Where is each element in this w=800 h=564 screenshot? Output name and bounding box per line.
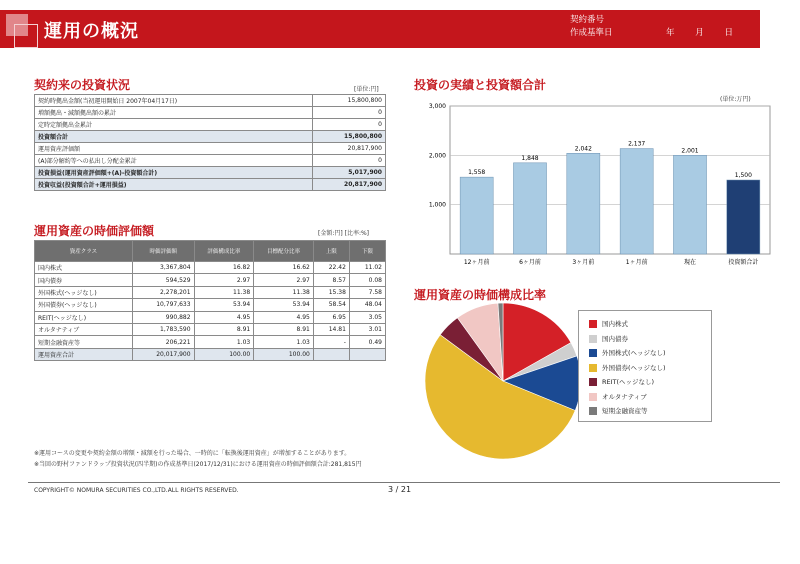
- legend-item: [589, 392, 647, 401]
- investment-row-value: 5,017,900: [313, 167, 386, 179]
- valuation-cell: 53.94: [254, 299, 314, 311]
- valuation-cell: 1.03: [254, 336, 314, 348]
- investment-section-title: 契約来の投資状況: [34, 78, 131, 92]
- bar-plot-area: [450, 106, 770, 254]
- legend-swatch: [589, 364, 597, 372]
- contract-number-label: 契約番号: [570, 15, 605, 25]
- valuation-header-cell: 目標配分比率: [254, 241, 314, 262]
- bar-value-label: 2,042: [574, 145, 592, 153]
- bar-category-label: 投資額合計: [728, 259, 759, 266]
- investment-row: [35, 107, 386, 119]
- investment-row: [35, 119, 386, 131]
- date-fields: [666, 27, 751, 40]
- valuation-cell: 15.38: [313, 286, 349, 298]
- valuation-cell: 4.95: [194, 311, 254, 323]
- pie-chart: [418, 296, 588, 466]
- valuation-row: [35, 311, 386, 323]
- investment-row: [35, 167, 386, 179]
- creation-date-label: 作成基準日: [570, 28, 613, 38]
- valuation-cell: 594,529: [132, 274, 194, 286]
- footnote-1: ※運用コースの変更や契約金額の増額・減額を行った場合、一時的に「転換後運用資産」が増加することがあります。: [34, 450, 351, 457]
- valuation-cell: 短期金融資産等: [35, 336, 133, 348]
- legend-label: オルタナティブ: [602, 392, 647, 401]
- bar-ytick-label: 2,000: [428, 152, 446, 160]
- valuation-cell: 2.97: [194, 274, 254, 286]
- valuation-cell: 16.62: [254, 262, 314, 274]
- valuation-cell: 3.05: [349, 311, 385, 323]
- valuation-cell: 100.00: [194, 348, 254, 360]
- valuation-cell: 1.03: [194, 336, 254, 348]
- bar-category-label: 現在: [683, 259, 697, 266]
- legend-label: 国内株式: [602, 320, 628, 328]
- bar-ytick-label: 3,000: [428, 103, 446, 110]
- legend-swatch: [589, 320, 597, 328]
- bar-value-label: 1,558: [468, 169, 486, 177]
- legend-swatch: [589, 349, 597, 357]
- investment-table: [34, 94, 386, 191]
- valuation-cell: [349, 348, 385, 360]
- investment-row-value: 0: [313, 107, 386, 119]
- valuation-table: [34, 240, 386, 361]
- investment-row-label: (A)部分解約等への払出し分配金累計: [35, 155, 313, 167]
- investment-unit: [単位:円]: [354, 86, 379, 93]
- legend-item: [589, 406, 648, 415]
- valuation-section-title: 運用資産の時価評価額: [34, 224, 155, 238]
- footnote-2: ※当回の野村ファンドラップ投資状況(四半期)の作成基準日(2017/12/31)における運用資産の時価評価額合計:281,815円: [34, 461, 362, 468]
- valuation-cell: 20,017,900: [132, 348, 194, 360]
- valuation-cell: 16.82: [194, 262, 254, 274]
- valuation-header-cell: 下限: [349, 241, 385, 262]
- valuation-cell: 100.00: [254, 348, 314, 360]
- year-label: 年: [666, 28, 675, 38]
- valuation-row: [35, 323, 386, 335]
- bar-value-label: 1,848: [521, 154, 539, 162]
- investment-row-value: 20,817,900: [313, 179, 386, 191]
- bar-mark: [460, 177, 493, 254]
- valuation-cell: 外国株式(ヘッジなし): [35, 286, 133, 298]
- valuation-cell: REIT(ヘッジなし): [35, 311, 133, 323]
- legend-item: [589, 319, 628, 328]
- bar-chart: [410, 100, 780, 280]
- valuation-cell: 1,783,590: [132, 323, 194, 335]
- bar-value-label: 1,500: [734, 172, 752, 179]
- bar-mark: [673, 155, 706, 254]
- page-title: 運用の概況: [44, 21, 139, 42]
- bar-mark: [727, 180, 760, 254]
- investment-row-value: 15,800,800: [313, 95, 386, 107]
- bar-category-label: 3ヶ月前: [572, 259, 595, 266]
- valuation-cell: 8.57: [313, 274, 349, 286]
- legend-swatch: [589, 378, 597, 386]
- valuation-cell: 2,278,201: [132, 286, 194, 298]
- valuation-cell: 206,221: [132, 336, 194, 348]
- valuation-header-cell: 評価構成比率: [194, 241, 254, 262]
- valuation-cell: 運用資産合計: [35, 348, 133, 360]
- copyright: COPYRIGHT© NOMURA SECURITIES CO.,LTD.ALL RIGHTS RESERVED.: [34, 487, 239, 494]
- valuation-cell: 11.38: [254, 286, 314, 298]
- valuation-cell: 0.08: [349, 274, 385, 286]
- valuation-cell: 11.38: [194, 286, 254, 298]
- valuation-unit: [金額:円] [比率:%]: [318, 230, 370, 237]
- valuation-row: [35, 286, 386, 298]
- investment-row-value: 0: [313, 155, 386, 167]
- pie-section-title: 運用資産の時価構成比率: [414, 288, 547, 302]
- investment-row: [35, 179, 386, 191]
- legend-swatch: [589, 335, 597, 343]
- valuation-row: [35, 299, 386, 311]
- valuation-cell: 8.91: [194, 323, 254, 335]
- footer-rule: [28, 482, 780, 483]
- valuation-cell: 990,882: [132, 311, 194, 323]
- legend-swatch: [589, 393, 597, 401]
- bar-value-label: 2,137: [628, 140, 646, 148]
- valuation-header-cell: 上限: [313, 241, 349, 262]
- valuation-cell: 国内株式: [35, 262, 133, 274]
- legend-label: 外国債券(ヘッジなし): [602, 363, 666, 372]
- valuation-cell: -: [313, 336, 349, 348]
- header-meta: [570, 14, 733, 40]
- bar-mark: [620, 149, 653, 254]
- valuation-cell: 14.81: [313, 323, 349, 335]
- legend-label: 外国株式(ヘッジなし): [602, 349, 666, 357]
- legend-item: [589, 334, 628, 343]
- valuation-cell: 8.91: [254, 323, 314, 335]
- bar-mark: [567, 153, 600, 254]
- valuation-cell: 2.97: [254, 274, 314, 286]
- investment-row-label: 投資額合計: [35, 131, 313, 143]
- valuation-cell: 6.95: [313, 311, 349, 323]
- investment-row: [35, 131, 386, 143]
- investment-row-label: 投資損益(運用資産評価額+(A)-投資額合計): [35, 167, 313, 179]
- investment-row-label: 増額拠出・減額拠出額の累計: [35, 107, 313, 119]
- valuation-cell: 11.02: [349, 262, 385, 274]
- valuation-cell: 22.42: [313, 262, 349, 274]
- valuation-cell: 53.94: [194, 299, 254, 311]
- valuation-cell: 外国債券(ヘッジなし): [35, 299, 133, 311]
- investment-row-label: 契約時拠出金額(当初運用開始日 2007年04月17日): [35, 95, 313, 107]
- pie-legend: [578, 310, 712, 422]
- valuation-cell: 10,797,633: [132, 299, 194, 311]
- investment-row: [35, 155, 386, 167]
- valuation-cell: オルタナティブ: [35, 323, 133, 335]
- valuation-row: [35, 336, 386, 348]
- bar-mark: [513, 163, 546, 254]
- legend-label: 短期金融資産等: [602, 407, 648, 415]
- valuation-row: [35, 348, 386, 360]
- legend-label: 国内債券: [602, 334, 628, 343]
- investment-row: [35, 95, 386, 107]
- valuation-row: [35, 262, 386, 274]
- valuation-header-cell: 時価評価額: [132, 241, 194, 262]
- valuation-cell: 7.58: [349, 286, 385, 298]
- valuation-cell: 3,367,804: [132, 262, 194, 274]
- valuation-row: [35, 274, 386, 286]
- bar-section-title: 投資の実績と投資額合計: [414, 78, 547, 92]
- bar-ytick-label: 1,000: [428, 201, 446, 209]
- month-label: 月: [695, 28, 704, 38]
- bar-category-label: 6ヶ月前: [519, 259, 541, 266]
- bar-unit: (単位:万円): [720, 96, 751, 103]
- valuation-cell: 3.01: [349, 323, 385, 335]
- header-decoration-outline: [14, 24, 38, 48]
- bar-value-label: 2,001: [681, 147, 699, 155]
- valuation-cell: 0.49: [349, 336, 385, 348]
- investment-row-label: 定時定額拠出金累計: [35, 119, 313, 131]
- investment-row-value: 0: [313, 119, 386, 131]
- investment-row-value: 15,800,800: [313, 131, 386, 143]
- investment-row-value: 20,817,900: [313, 143, 386, 155]
- legend-item: [589, 348, 666, 357]
- valuation-cell: 国内債券: [35, 274, 133, 286]
- page-number: 3 / 21: [388, 485, 412, 494]
- day-label: 日: [724, 28, 733, 38]
- valuation-cell: 4.95: [254, 311, 314, 323]
- legend-item: [589, 377, 654, 386]
- bar-category-label: 12ヶ月前: [463, 259, 490, 266]
- valuation-cell: 48.04: [349, 299, 385, 311]
- legend-swatch: [589, 407, 597, 415]
- legend-item: [589, 363, 666, 372]
- valuation-cell: [313, 348, 349, 360]
- investment-row: [35, 143, 386, 155]
- valuation-header-cell: 資産クラス: [35, 241, 133, 262]
- bar-category-label: 1ヶ月前: [625, 259, 648, 266]
- investment-row-label: 投資収益(投資額合計+運用損益): [35, 179, 313, 191]
- investment-row-label: 運用資産評価額: [35, 143, 313, 155]
- header-bar: [0, 10, 760, 48]
- legend-label: REIT(ヘッジなし): [602, 378, 655, 386]
- valuation-cell: 58.54: [313, 299, 349, 311]
